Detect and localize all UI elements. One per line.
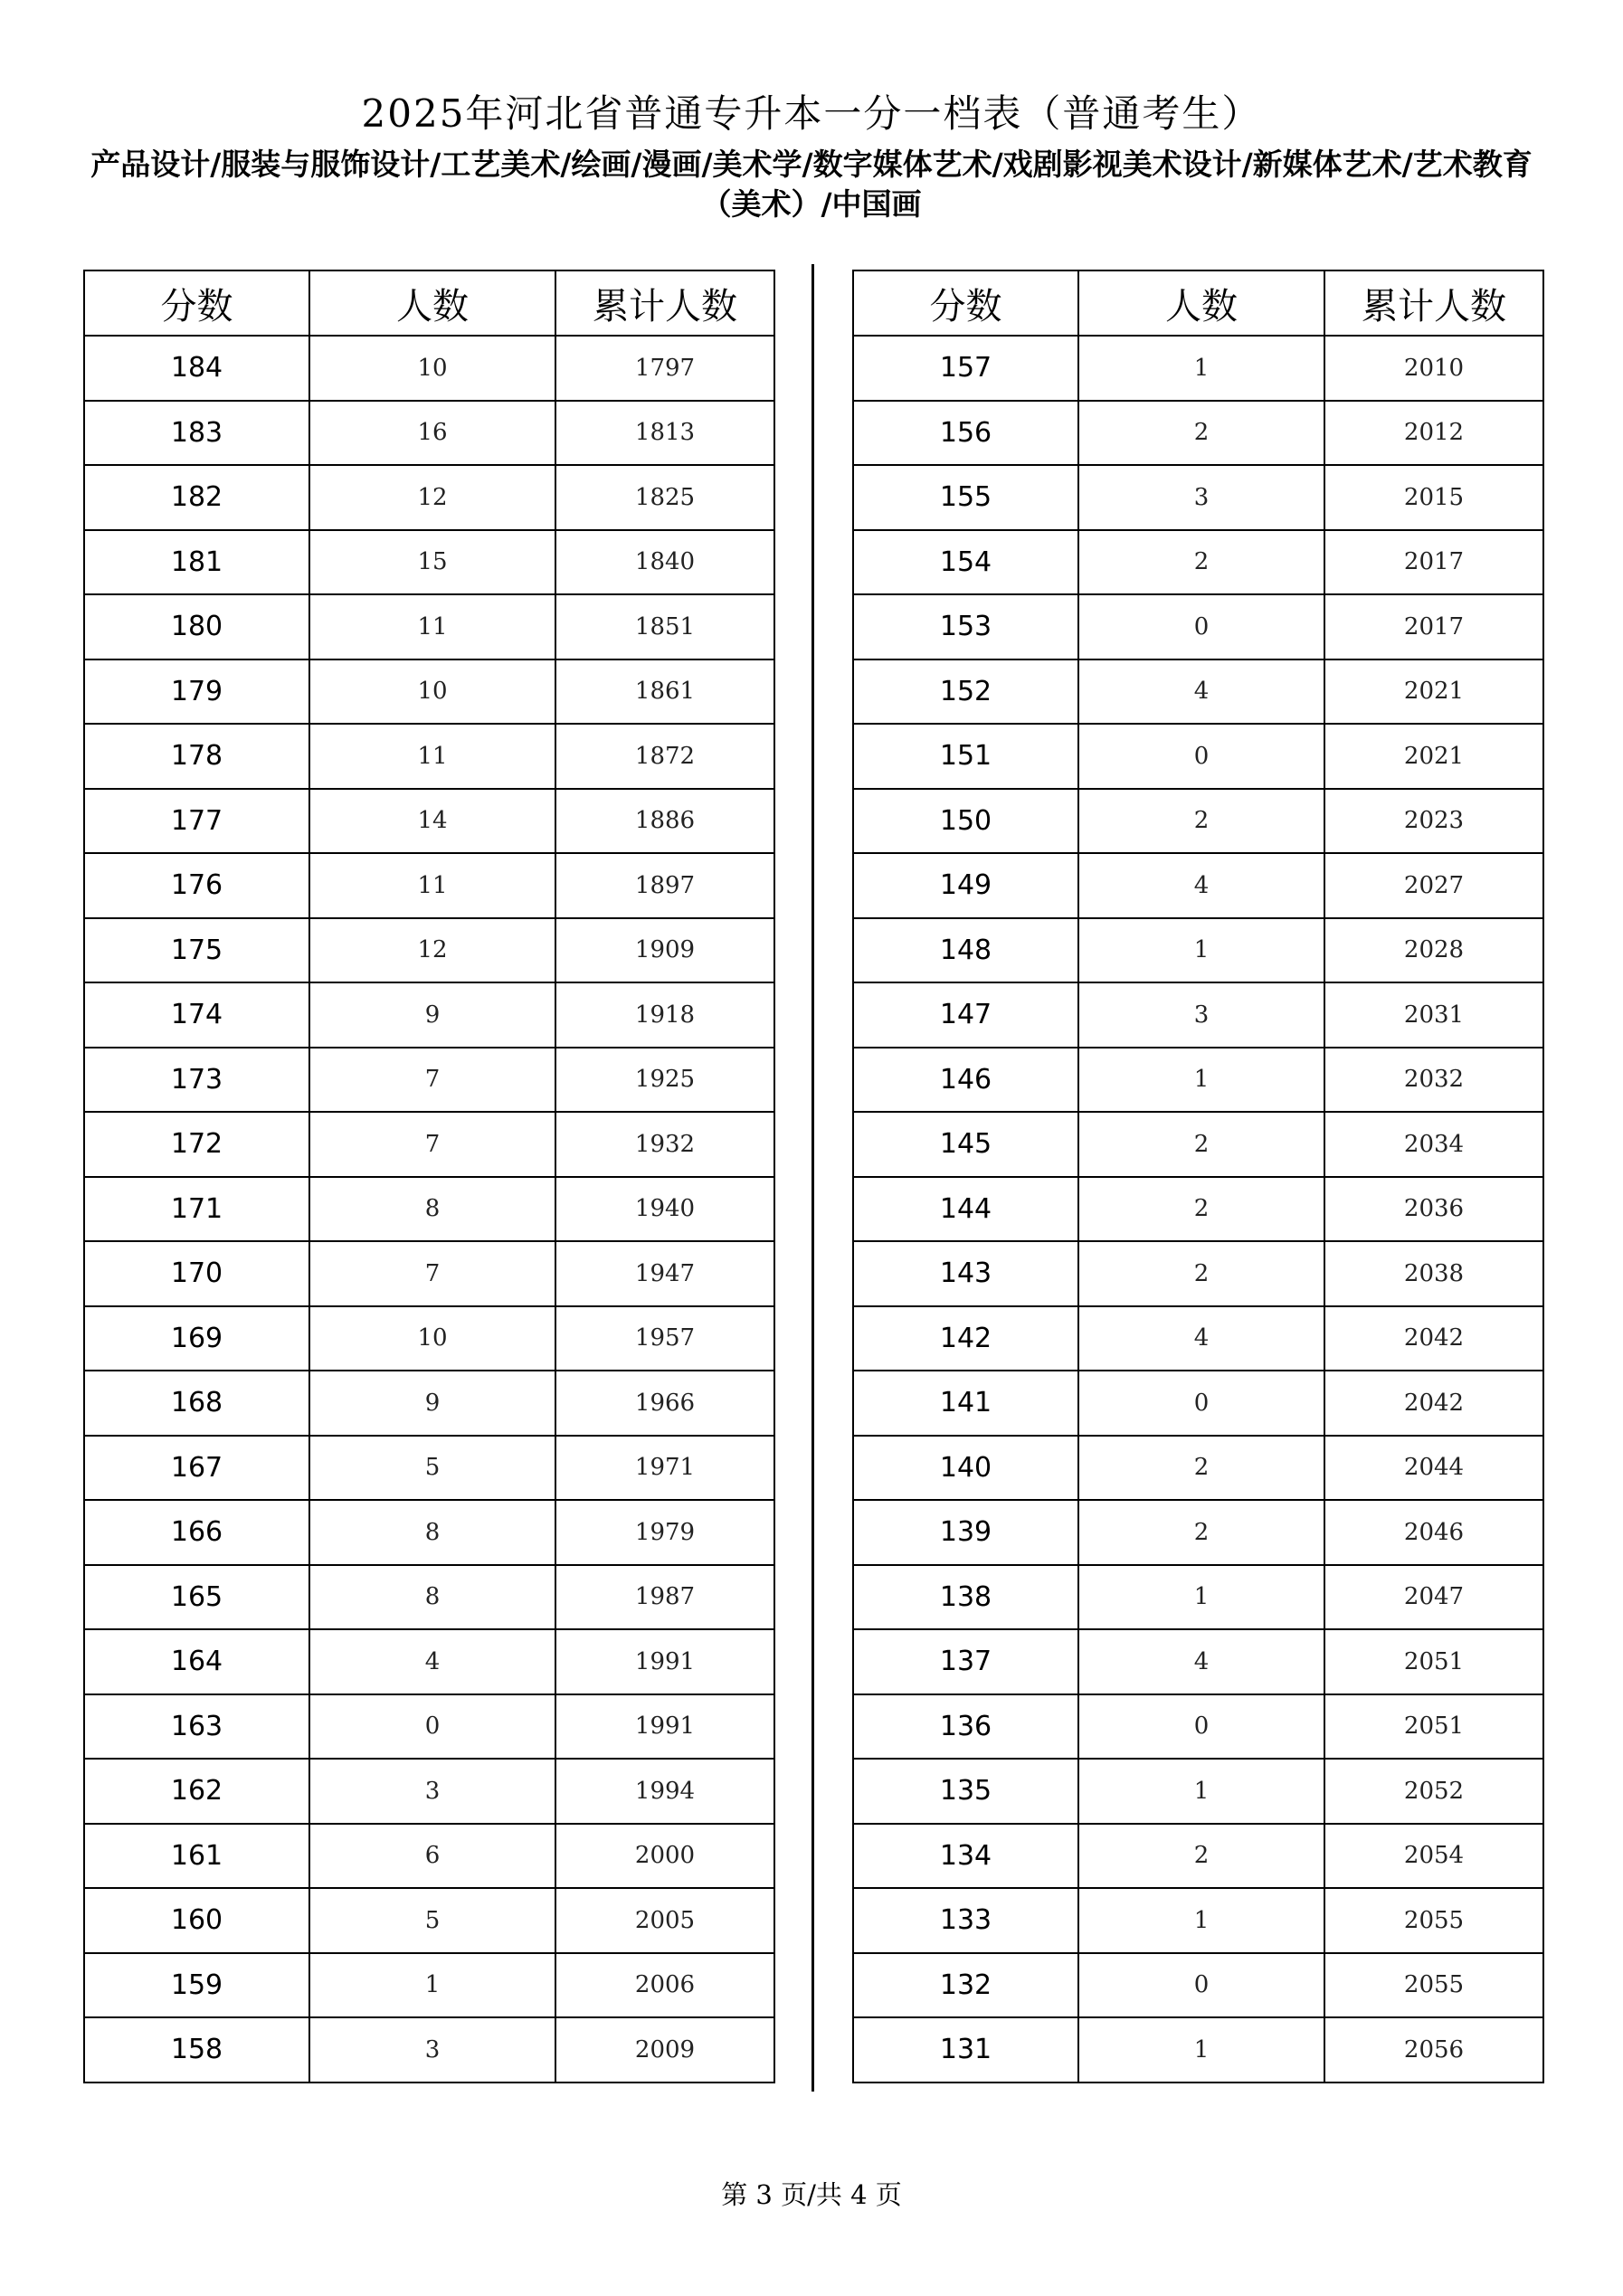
table-row xyxy=(853,1112,1543,1177)
score-cell: 153 xyxy=(853,594,1078,659)
column-divider xyxy=(812,264,814,2092)
cumulative-cell: 2017 xyxy=(1324,594,1543,659)
cumulative-cell: 2042 xyxy=(1324,1371,1543,1436)
score-cell: 156 xyxy=(853,401,1078,466)
count-cell: 9 xyxy=(309,982,555,1048)
count-cell: 0 xyxy=(1078,724,1324,789)
table-row xyxy=(84,982,774,1048)
cumulative-cell: 2031 xyxy=(1324,982,1543,1048)
table-row xyxy=(853,1177,1543,1242)
score-cell: 179 xyxy=(84,659,309,725)
cumulative-cell: 2054 xyxy=(1324,1824,1543,1889)
cumulative-cell: 2055 xyxy=(1324,1888,1543,1953)
score-cell: 171 xyxy=(84,1177,309,1242)
cumulative-cell: 1918 xyxy=(555,982,774,1048)
count-cell: 0 xyxy=(1078,1371,1324,1436)
table-row xyxy=(853,853,1543,918)
count-cell: 1 xyxy=(309,1953,555,2018)
score-cell: 160 xyxy=(84,1888,309,1953)
cumulative-cell: 2047 xyxy=(1324,1565,1543,1630)
score-cell: 172 xyxy=(84,1112,309,1177)
count-cell: 4 xyxy=(1078,853,1324,918)
page-footer: 第 3 页/共 4 页 xyxy=(721,2179,902,2210)
table-row xyxy=(84,401,774,466)
table-row xyxy=(84,1177,774,1242)
table-row xyxy=(84,1824,774,1889)
score-cell: 158 xyxy=(84,2017,309,2083)
count-cell: 2 xyxy=(1078,530,1324,595)
cumulative-cell: 2021 xyxy=(1324,659,1543,725)
table-row xyxy=(84,724,774,789)
cumulative-cell: 1813 xyxy=(555,401,774,466)
table-row xyxy=(84,1436,774,1501)
count-cell: 4 xyxy=(1078,1629,1324,1694)
table-row xyxy=(853,594,1543,659)
count-cell: 11 xyxy=(309,594,555,659)
score-cell: 163 xyxy=(84,1694,309,1760)
count-cell: 1 xyxy=(1078,1759,1324,1824)
header-count: 人数 xyxy=(309,270,555,336)
score-cell: 173 xyxy=(84,1048,309,1113)
table-row xyxy=(84,1048,774,1113)
score-cell: 150 xyxy=(853,789,1078,854)
cumulative-cell: 1947 xyxy=(555,1241,774,1306)
cumulative-cell: 1971 xyxy=(555,1436,774,1501)
table-row xyxy=(84,1241,774,1306)
page-subtitle: 产品设计/服装与服饰设计/工艺美术/绘画/漫画/美术学/数字媒体艺术/戏剧影视美术设计/新媒体艺术/艺术教育（美术）/中国画 xyxy=(90,147,1533,222)
score-cell: 155 xyxy=(853,465,1078,530)
count-cell: 9 xyxy=(309,1371,555,1436)
cumulative-cell: 1851 xyxy=(555,594,774,659)
table-row xyxy=(84,1759,774,1824)
table-row xyxy=(84,1371,774,1436)
table-row xyxy=(853,1565,1543,1630)
cumulative-cell: 1872 xyxy=(555,724,774,789)
score-cell: 151 xyxy=(853,724,1078,789)
cumulative-cell: 2010 xyxy=(1324,336,1543,401)
count-cell: 2 xyxy=(1078,1436,1324,1501)
cumulative-cell: 2038 xyxy=(1324,1241,1543,1306)
cumulative-cell: 1994 xyxy=(555,1759,774,1824)
table-row xyxy=(84,2017,774,2083)
table-row xyxy=(853,789,1543,854)
table-row xyxy=(853,1371,1543,1436)
score-cell: 176 xyxy=(84,853,309,918)
score-cell: 159 xyxy=(84,1953,309,2018)
table-row xyxy=(853,1048,1543,1113)
table-row xyxy=(853,1824,1543,1889)
cumulative-cell: 2023 xyxy=(1324,789,1543,854)
count-cell: 4 xyxy=(1078,1306,1324,1371)
table-row xyxy=(853,336,1543,401)
table-row xyxy=(84,1565,774,1630)
table-row xyxy=(84,918,774,983)
score-table-left xyxy=(83,270,775,2083)
count-cell: 1 xyxy=(1078,1888,1324,1953)
cumulative-cell: 1987 xyxy=(555,1565,774,1630)
score-cell: 165 xyxy=(84,1565,309,1630)
score-cell: 149 xyxy=(853,853,1078,918)
count-cell: 14 xyxy=(309,789,555,854)
cumulative-cell: 1966 xyxy=(555,1371,774,1436)
cumulative-cell: 1797 xyxy=(555,336,774,401)
count-cell: 6 xyxy=(309,1824,555,1889)
count-cell: 12 xyxy=(309,918,555,983)
header-count: 人数 xyxy=(1078,270,1324,336)
count-cell: 2 xyxy=(1078,789,1324,854)
score-cell: 136 xyxy=(853,1694,1078,1760)
table-row xyxy=(853,1241,1543,1306)
score-cell: 131 xyxy=(853,2017,1078,2083)
score-cell: 132 xyxy=(853,1953,1078,2018)
score-cell: 183 xyxy=(84,401,309,466)
table-row xyxy=(84,1306,774,1371)
cumulative-cell: 1932 xyxy=(555,1112,774,1177)
count-cell: 8 xyxy=(309,1500,555,1565)
count-cell: 1 xyxy=(1078,1048,1324,1113)
table-row xyxy=(84,1888,774,1953)
cumulative-cell: 1897 xyxy=(555,853,774,918)
cumulative-cell: 2036 xyxy=(1324,1177,1543,1242)
table-row xyxy=(853,530,1543,595)
header-cumulative: 累计人数 xyxy=(555,270,774,336)
score-cell: 175 xyxy=(84,918,309,983)
score-cell: 167 xyxy=(84,1436,309,1501)
score-cell: 164 xyxy=(84,1629,309,1694)
score-table-right xyxy=(852,270,1544,2083)
cumulative-cell: 2009 xyxy=(555,2017,774,2083)
count-cell: 4 xyxy=(1078,659,1324,725)
cumulative-cell: 2032 xyxy=(1324,1048,1543,1113)
score-cell: 148 xyxy=(853,918,1078,983)
count-cell: 1 xyxy=(1078,336,1324,401)
table-row xyxy=(84,530,774,595)
count-cell: 8 xyxy=(309,1565,555,1630)
score-cell: 166 xyxy=(84,1500,309,1565)
count-cell: 0 xyxy=(1078,1953,1324,2018)
cumulative-cell: 1861 xyxy=(555,659,774,725)
count-cell: 2 xyxy=(1078,1177,1324,1242)
cumulative-cell: 2034 xyxy=(1324,1112,1543,1177)
score-cell: 154 xyxy=(853,530,1078,595)
count-cell: 16 xyxy=(309,401,555,466)
count-cell: 1 xyxy=(1078,2017,1324,2083)
table-row xyxy=(853,1306,1543,1371)
table-row xyxy=(853,1436,1543,1501)
cumulative-cell: 1909 xyxy=(555,918,774,983)
count-cell: 3 xyxy=(309,2017,555,2083)
cumulative-cell: 1991 xyxy=(555,1694,774,1760)
score-cell: 139 xyxy=(853,1500,1078,1565)
table-header-row xyxy=(853,270,1543,336)
count-cell: 3 xyxy=(309,1759,555,1824)
score-cell: 135 xyxy=(853,1759,1078,1824)
score-cell: 133 xyxy=(853,1888,1078,1953)
count-cell: 0 xyxy=(309,1694,555,1760)
count-cell: 7 xyxy=(309,1048,555,1113)
count-cell: 2 xyxy=(1078,401,1324,466)
score-cell: 145 xyxy=(853,1112,1078,1177)
table-row xyxy=(853,982,1543,1048)
table-row xyxy=(853,918,1543,983)
table-row xyxy=(84,465,774,530)
score-cell: 177 xyxy=(84,789,309,854)
score-cell: 181 xyxy=(84,530,309,595)
cumulative-cell: 1957 xyxy=(555,1306,774,1371)
score-cell: 157 xyxy=(853,336,1078,401)
count-cell: 10 xyxy=(309,1306,555,1371)
table-row xyxy=(84,1112,774,1177)
table-row xyxy=(84,1953,774,2018)
table-row xyxy=(84,789,774,854)
table-row xyxy=(853,659,1543,725)
count-cell: 0 xyxy=(1078,594,1324,659)
score-cell: 178 xyxy=(84,724,309,789)
count-cell: 3 xyxy=(1078,982,1324,1048)
table-row xyxy=(853,1500,1543,1565)
table-row xyxy=(84,659,774,725)
score-cell: 147 xyxy=(853,982,1078,1048)
score-cell: 146 xyxy=(853,1048,1078,1113)
count-cell: 11 xyxy=(309,724,555,789)
count-cell: 5 xyxy=(309,1888,555,1953)
score-cell: 143 xyxy=(853,1241,1078,1306)
cumulative-cell: 1886 xyxy=(555,789,774,854)
cumulative-cell: 1840 xyxy=(555,530,774,595)
table-row xyxy=(853,1888,1543,1953)
cumulative-cell: 2044 xyxy=(1324,1436,1543,1501)
score-cell: 169 xyxy=(84,1306,309,1371)
score-cell: 184 xyxy=(84,336,309,401)
cumulative-cell: 2005 xyxy=(555,1888,774,1953)
cumulative-cell: 2015 xyxy=(1324,465,1543,530)
count-cell: 4 xyxy=(309,1629,555,1694)
count-cell: 12 xyxy=(309,465,555,530)
table-row xyxy=(853,401,1543,466)
cumulative-cell: 2027 xyxy=(1324,853,1543,918)
table-row xyxy=(84,1629,774,1694)
score-cell: 142 xyxy=(853,1306,1078,1371)
table-row xyxy=(853,1759,1543,1824)
cumulative-cell: 2028 xyxy=(1324,918,1543,983)
cumulative-cell: 2012 xyxy=(1324,401,1543,466)
count-cell: 0 xyxy=(1078,1694,1324,1760)
cumulative-cell: 2051 xyxy=(1324,1629,1543,1694)
table-row xyxy=(853,2017,1543,2083)
cumulative-cell: 2055 xyxy=(1324,1953,1543,2018)
table-row xyxy=(853,1953,1543,2018)
cumulative-cell: 1979 xyxy=(555,1500,774,1565)
score-cell: 152 xyxy=(853,659,1078,725)
score-cell: 161 xyxy=(84,1824,309,1889)
score-cell: 170 xyxy=(84,1241,309,1306)
table-row xyxy=(853,1629,1543,1694)
table-row xyxy=(84,1694,774,1760)
count-cell: 7 xyxy=(309,1112,555,1177)
score-cell: 180 xyxy=(84,594,309,659)
header-score: 分数 xyxy=(84,270,309,336)
count-cell: 7 xyxy=(309,1241,555,1306)
cumulative-cell: 2046 xyxy=(1324,1500,1543,1565)
count-cell: 2 xyxy=(1078,1241,1324,1306)
count-cell: 2 xyxy=(1078,1500,1324,1565)
count-cell: 5 xyxy=(309,1436,555,1501)
cumulative-cell: 1825 xyxy=(555,465,774,530)
table-row xyxy=(84,594,774,659)
score-cell: 168 xyxy=(84,1371,309,1436)
cumulative-cell: 2017 xyxy=(1324,530,1543,595)
header-score: 分数 xyxy=(853,270,1078,336)
cumulative-cell: 2052 xyxy=(1324,1759,1543,1824)
table-row xyxy=(853,465,1543,530)
cumulative-cell: 2021 xyxy=(1324,724,1543,789)
score-cell: 137 xyxy=(853,1629,1078,1694)
count-cell: 2 xyxy=(1078,1824,1324,1889)
count-cell: 1 xyxy=(1078,918,1324,983)
count-cell: 11 xyxy=(309,853,555,918)
score-cell: 144 xyxy=(853,1177,1078,1242)
cumulative-cell: 2051 xyxy=(1324,1694,1543,1760)
score-cell: 174 xyxy=(84,982,309,1048)
table-row xyxy=(84,1500,774,1565)
count-cell: 2 xyxy=(1078,1112,1324,1177)
score-cell: 138 xyxy=(853,1565,1078,1630)
count-cell: 8 xyxy=(309,1177,555,1242)
cumulative-cell: 2006 xyxy=(555,1953,774,2018)
table-row xyxy=(853,724,1543,789)
cumulative-cell: 1940 xyxy=(555,1177,774,1242)
score-cell: 134 xyxy=(853,1824,1078,1889)
page-title: 2025年河北省普通专升本一分一档表（普通考生） xyxy=(361,91,1262,136)
score-cell: 140 xyxy=(853,1436,1078,1501)
score-cell: 182 xyxy=(84,465,309,530)
cumulative-cell: 2000 xyxy=(555,1824,774,1889)
count-cell: 15 xyxy=(309,530,555,595)
cumulative-cell: 1991 xyxy=(555,1629,774,1694)
score-cell: 162 xyxy=(84,1759,309,1824)
header-cumulative: 累计人数 xyxy=(1324,270,1543,336)
score-cell: 141 xyxy=(853,1371,1078,1436)
count-cell: 1 xyxy=(1078,1565,1324,1630)
count-cell: 10 xyxy=(309,336,555,401)
table-row xyxy=(853,1694,1543,1760)
cumulative-cell: 2042 xyxy=(1324,1306,1543,1371)
count-cell: 3 xyxy=(1078,465,1324,530)
table-row xyxy=(84,853,774,918)
cumulative-cell: 2056 xyxy=(1324,2017,1543,2083)
count-cell: 10 xyxy=(309,659,555,725)
table-row xyxy=(84,336,774,401)
cumulative-cell: 1925 xyxy=(555,1048,774,1113)
table-header-row xyxy=(84,270,774,336)
